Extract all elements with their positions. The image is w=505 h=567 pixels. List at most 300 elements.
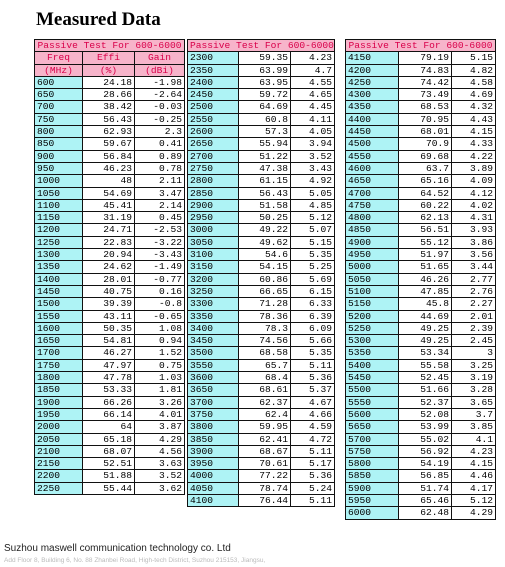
gain-cell: 5.15 bbox=[291, 236, 335, 248]
freq-cell: 4400 bbox=[346, 113, 399, 125]
efficiency-cell: 53.99 bbox=[399, 421, 452, 433]
freq-cell: 1350 bbox=[35, 261, 83, 273]
gain-cell: 2.27 bbox=[452, 298, 496, 310]
efficiency-cell: 74.56 bbox=[239, 335, 291, 347]
table-row bbox=[188, 101, 335, 113]
efficiency-cell: 24.18 bbox=[83, 76, 135, 88]
freq-cell: 2050 bbox=[35, 433, 83, 445]
gain-cell: 5.05 bbox=[291, 187, 335, 199]
table-row bbox=[346, 421, 496, 433]
freq-cell: 5350 bbox=[346, 347, 399, 359]
table-row bbox=[188, 335, 335, 347]
efficiency-cell: 52.51 bbox=[83, 458, 135, 470]
table-row bbox=[188, 187, 335, 199]
gain-cell: 3.86 bbox=[452, 236, 496, 248]
freq-cell: 5800 bbox=[346, 458, 399, 470]
table-row bbox=[188, 482, 335, 494]
gain-cell: 5.37 bbox=[291, 384, 335, 396]
freq-cell: 5150 bbox=[346, 298, 399, 310]
table-row bbox=[346, 236, 496, 248]
gain-cell: 3.93 bbox=[452, 224, 496, 236]
freq-cell: 1150 bbox=[35, 212, 83, 224]
table-row bbox=[35, 372, 185, 384]
efficiency-cell: 56.51 bbox=[399, 224, 452, 236]
table-row bbox=[188, 421, 335, 433]
table-row bbox=[35, 458, 185, 470]
table-row bbox=[188, 113, 335, 125]
table-row bbox=[188, 372, 335, 384]
gain-cell: 6.39 bbox=[291, 310, 335, 322]
freq-cell: 2650 bbox=[188, 138, 239, 150]
table-row bbox=[188, 470, 335, 482]
gain-cell: 1.52 bbox=[135, 347, 185, 359]
efficiency-cell: 22.83 bbox=[83, 236, 135, 248]
freq-cell: 3400 bbox=[188, 322, 239, 334]
efficiency-cell: 55.94 bbox=[239, 138, 291, 150]
efficiency-cell: 74.42 bbox=[399, 76, 452, 88]
freq-cell: 4450 bbox=[346, 126, 399, 138]
efficiency-cell: 78.3 bbox=[239, 322, 291, 334]
freq-cell: 1100 bbox=[35, 199, 83, 211]
efficiency-cell: 60.86 bbox=[239, 273, 291, 285]
gain-cell: -1.49 bbox=[135, 261, 185, 273]
table-row bbox=[346, 261, 496, 273]
gain-cell: 4.46 bbox=[452, 470, 496, 482]
column-header: (%) bbox=[83, 64, 135, 76]
freq-cell: 2000 bbox=[35, 421, 83, 433]
gain-cell: 2.77 bbox=[452, 273, 496, 285]
efficiency-cell: 51.22 bbox=[239, 150, 291, 162]
freq-cell: 4500 bbox=[346, 138, 399, 150]
table-row bbox=[188, 261, 335, 273]
efficiency-cell: 62.13 bbox=[399, 212, 452, 224]
gain-cell: 4.45 bbox=[291, 101, 335, 113]
gain-cell: 4.32 bbox=[452, 101, 496, 113]
table-row bbox=[35, 482, 185, 494]
freq-cell: 1250 bbox=[35, 236, 83, 248]
table-row bbox=[346, 396, 496, 408]
table-row bbox=[35, 224, 185, 236]
gain-cell: 5.36 bbox=[291, 470, 335, 482]
freq-cell: 3950 bbox=[188, 458, 239, 470]
table-row bbox=[35, 322, 185, 334]
gain-cell: -0.25 bbox=[135, 113, 185, 125]
efficiency-cell: 51.88 bbox=[83, 470, 135, 482]
efficiency-cell: 78.36 bbox=[239, 310, 291, 322]
freq-cell: 5700 bbox=[346, 433, 399, 445]
table-row bbox=[346, 138, 496, 150]
table-row bbox=[35, 162, 185, 174]
table-row bbox=[188, 408, 335, 420]
gain-cell: 4.55 bbox=[291, 76, 335, 88]
efficiency-cell: 49.22 bbox=[239, 224, 291, 236]
table-row bbox=[346, 199, 496, 211]
freq-cell: 850 bbox=[35, 138, 83, 150]
efficiency-cell: 55.12 bbox=[399, 236, 452, 248]
freq-cell: 4150 bbox=[346, 52, 399, 64]
page-title: Measured Data bbox=[36, 9, 161, 30]
table-header: Passive Test For 600-6000 bbox=[35, 40, 185, 52]
freq-cell: 4100 bbox=[188, 494, 239, 506]
efficiency-cell: 53.34 bbox=[399, 347, 452, 359]
table-row bbox=[188, 433, 335, 445]
table-row bbox=[346, 445, 496, 457]
table-row bbox=[35, 273, 185, 285]
gain-cell: 4.05 bbox=[291, 126, 335, 138]
gain-cell: -3.43 bbox=[135, 249, 185, 261]
table-row bbox=[346, 298, 496, 310]
freq-cell: 5450 bbox=[346, 372, 399, 384]
freq-cell: 3600 bbox=[188, 372, 239, 384]
gain-cell: 5.12 bbox=[452, 494, 496, 506]
gain-cell: 4.43 bbox=[452, 113, 496, 125]
efficiency-cell: 63.95 bbox=[239, 76, 291, 88]
freq-cell: 1500 bbox=[35, 298, 83, 310]
efficiency-cell: 52.08 bbox=[399, 408, 452, 420]
efficiency-cell: 45.8 bbox=[399, 298, 452, 310]
efficiency-cell: 47.85 bbox=[399, 285, 452, 297]
freq-cell: 2700 bbox=[188, 150, 239, 162]
table-row bbox=[188, 138, 335, 150]
table-row bbox=[35, 249, 185, 261]
freq-cell: 2300 bbox=[188, 52, 239, 64]
table-row bbox=[188, 52, 335, 64]
gain-cell: 5.24 bbox=[291, 482, 335, 494]
freq-cell: 1550 bbox=[35, 310, 83, 322]
efficiency-cell: 20.94 bbox=[83, 249, 135, 261]
table-row bbox=[346, 433, 496, 445]
gain-cell: 4.22 bbox=[452, 150, 496, 162]
gain-cell: 4.1 bbox=[452, 433, 496, 445]
table-row bbox=[35, 175, 185, 187]
table-row bbox=[35, 76, 185, 88]
freq-cell: 3000 bbox=[188, 224, 239, 236]
table-row bbox=[188, 359, 335, 371]
freq-cell: 1900 bbox=[35, 396, 83, 408]
freq-cell: 3800 bbox=[188, 421, 239, 433]
freq-cell: 2850 bbox=[188, 187, 239, 199]
gain-cell: 4.02 bbox=[452, 199, 496, 211]
freq-cell: 650 bbox=[35, 89, 83, 101]
table-header-row bbox=[35, 40, 185, 52]
freq-cell: 3150 bbox=[188, 261, 239, 273]
column-header: (dBi) bbox=[135, 64, 185, 76]
efficiency-cell: 70.9 bbox=[399, 138, 452, 150]
freq-cell: 600 bbox=[35, 76, 83, 88]
table-row bbox=[188, 494, 335, 506]
gain-cell: 2.39 bbox=[452, 322, 496, 334]
efficiency-cell: 64 bbox=[83, 421, 135, 433]
freq-cell: 4000 bbox=[188, 470, 239, 482]
gain-cell: 3.85 bbox=[452, 421, 496, 433]
freq-cell: 2350 bbox=[188, 64, 239, 76]
efficiency-cell: 56.92 bbox=[399, 445, 452, 457]
efficiency-cell: 56.85 bbox=[399, 470, 452, 482]
freq-cell: 1050 bbox=[35, 187, 83, 199]
table-row bbox=[35, 187, 185, 199]
table-row bbox=[346, 458, 496, 470]
efficiency-cell: 66.26 bbox=[83, 396, 135, 408]
table-row bbox=[188, 396, 335, 408]
efficiency-cell: 47.97 bbox=[83, 359, 135, 371]
efficiency-cell: 44.69 bbox=[399, 310, 452, 322]
gain-cell: 6.09 bbox=[291, 322, 335, 334]
efficiency-cell: 68.67 bbox=[239, 445, 291, 457]
company-address: Add Floor 8, Building 6, No. 88 Zhanbei Road, High-tech District, Suzhou 215153, Jiangsu, bbox=[4, 557, 266, 564]
table-row bbox=[35, 384, 185, 396]
table-row bbox=[35, 101, 185, 113]
efficiency-cell: 63.7 bbox=[399, 162, 452, 174]
efficiency-cell: 50.25 bbox=[239, 212, 291, 224]
gain-cell: 4.82 bbox=[452, 64, 496, 76]
column-header-row bbox=[35, 64, 185, 76]
gain-cell: 4.92 bbox=[291, 175, 335, 187]
freq-cell: 5500 bbox=[346, 384, 399, 396]
gain-cell: 2.11 bbox=[135, 175, 185, 187]
efficiency-cell: 52.37 bbox=[399, 396, 452, 408]
efficiency-cell: 68.53 bbox=[399, 101, 452, 113]
gain-cell: 4.15 bbox=[452, 458, 496, 470]
gain-cell: 4.23 bbox=[452, 445, 496, 457]
efficiency-cell: 76.44 bbox=[239, 494, 291, 506]
gain-cell: 5.11 bbox=[291, 445, 335, 457]
gain-cell: 3.44 bbox=[452, 261, 496, 273]
freq-cell: 5600 bbox=[346, 408, 399, 420]
freq-cell: 1800 bbox=[35, 372, 83, 384]
freq-cell: 2550 bbox=[188, 113, 239, 125]
efficiency-cell: 46.26 bbox=[399, 273, 452, 285]
efficiency-cell: 68.61 bbox=[239, 384, 291, 396]
efficiency-cell: 73.49 bbox=[399, 89, 452, 101]
freq-cell: 5050 bbox=[346, 273, 399, 285]
freq-cell: 3200 bbox=[188, 273, 239, 285]
table-row bbox=[346, 322, 496, 334]
table-header: Passive Test For 600-6000 bbox=[346, 40, 496, 52]
table-row bbox=[346, 482, 496, 494]
efficiency-cell: 78.74 bbox=[239, 482, 291, 494]
freq-cell: 2600 bbox=[188, 126, 239, 138]
table-row bbox=[188, 285, 335, 297]
gain-cell: 0.75 bbox=[135, 359, 185, 371]
efficiency-cell: 48 bbox=[83, 175, 135, 187]
table-row bbox=[35, 261, 185, 273]
freq-cell: 4250 bbox=[346, 76, 399, 88]
gain-cell: -2.64 bbox=[135, 89, 185, 101]
gain-cell: 3.52 bbox=[291, 150, 335, 162]
gain-cell: 2.01 bbox=[452, 310, 496, 322]
freq-cell: 4700 bbox=[346, 187, 399, 199]
efficiency-cell: 61.15 bbox=[239, 175, 291, 187]
freq-cell: 3350 bbox=[188, 310, 239, 322]
efficiency-cell: 50.35 bbox=[83, 322, 135, 334]
table-header-row bbox=[346, 40, 496, 52]
table-row bbox=[188, 126, 335, 138]
freq-cell: 4300 bbox=[346, 89, 399, 101]
freq-cell: 2750 bbox=[188, 162, 239, 174]
gain-cell: 3.89 bbox=[452, 162, 496, 174]
table-row bbox=[346, 507, 496, 519]
efficiency-cell: 54.69 bbox=[83, 187, 135, 199]
freq-cell: 4750 bbox=[346, 199, 399, 211]
table-row bbox=[188, 212, 335, 224]
gain-cell: 5.17 bbox=[291, 458, 335, 470]
freq-cell: 4200 bbox=[346, 64, 399, 76]
gain-cell: 2.45 bbox=[452, 335, 496, 347]
efficiency-cell: 64.69 bbox=[239, 101, 291, 113]
efficiency-cell: 24.62 bbox=[83, 261, 135, 273]
gain-cell: 1.08 bbox=[135, 322, 185, 334]
table-row bbox=[188, 224, 335, 236]
freq-cell: 1200 bbox=[35, 224, 83, 236]
gain-cell: 5.11 bbox=[291, 494, 335, 506]
freq-cell: 1400 bbox=[35, 273, 83, 285]
efficiency-cell: 71.28 bbox=[239, 298, 291, 310]
efficiency-cell: 54.6 bbox=[239, 249, 291, 261]
efficiency-cell: 54.15 bbox=[239, 261, 291, 273]
efficiency-cell: 65.16 bbox=[399, 175, 452, 187]
table-row bbox=[188, 249, 335, 261]
gain-cell: 3.43 bbox=[291, 162, 335, 174]
table-row bbox=[35, 199, 185, 211]
gain-cell: 4.12 bbox=[452, 187, 496, 199]
gain-cell: 4.85 bbox=[291, 199, 335, 211]
gain-cell: 0.45 bbox=[135, 212, 185, 224]
data-table-2300-4100 bbox=[187, 39, 335, 507]
gain-cell: 4.59 bbox=[291, 421, 335, 433]
table-row bbox=[35, 150, 185, 162]
gain-cell: -1.98 bbox=[135, 76, 185, 88]
efficiency-cell: 56.43 bbox=[83, 113, 135, 125]
column-header-row bbox=[35, 52, 185, 64]
freq-cell: 750 bbox=[35, 113, 83, 125]
table-row bbox=[188, 310, 335, 322]
efficiency-cell: 66.14 bbox=[83, 408, 135, 420]
table-row bbox=[35, 89, 185, 101]
efficiency-cell: 55.44 bbox=[83, 482, 135, 494]
gain-cell: 5.35 bbox=[291, 249, 335, 261]
efficiency-cell: 59.72 bbox=[239, 89, 291, 101]
freq-cell: 3100 bbox=[188, 249, 239, 261]
freq-cell: 4850 bbox=[346, 224, 399, 236]
freq-cell: 950 bbox=[35, 162, 83, 174]
freq-cell: 6000 bbox=[346, 507, 399, 519]
efficiency-cell: 43.11 bbox=[83, 310, 135, 322]
company-name: Suzhou maswell communication technology co. Ltd bbox=[4, 543, 231, 554]
table-row bbox=[346, 64, 496, 76]
efficiency-cell: 59.95 bbox=[239, 421, 291, 433]
gain-cell: 4.29 bbox=[135, 433, 185, 445]
efficiency-cell: 68.01 bbox=[399, 126, 452, 138]
freq-cell: 5650 bbox=[346, 421, 399, 433]
efficiency-cell: 63.99 bbox=[239, 64, 291, 76]
freq-cell: 4350 bbox=[346, 101, 399, 113]
freq-cell: 5000 bbox=[346, 261, 399, 273]
freq-cell: 2100 bbox=[35, 445, 83, 457]
freq-cell: 1000 bbox=[35, 175, 83, 187]
efficiency-cell: 79.19 bbox=[399, 52, 452, 64]
table-row bbox=[35, 421, 185, 433]
gain-cell: 4.33 bbox=[452, 138, 496, 150]
column-header: Effi bbox=[83, 52, 135, 64]
freq-cell: 2500 bbox=[188, 101, 239, 113]
efficiency-cell: 54.81 bbox=[83, 335, 135, 347]
table-row bbox=[346, 212, 496, 224]
table-row bbox=[346, 187, 496, 199]
freq-cell: 3300 bbox=[188, 298, 239, 310]
freq-cell: 3850 bbox=[188, 433, 239, 445]
table-row bbox=[346, 113, 496, 125]
table-row bbox=[346, 470, 496, 482]
freq-cell: 1650 bbox=[35, 335, 83, 347]
column-header: Freq bbox=[35, 52, 83, 64]
efficiency-cell: 49.25 bbox=[399, 322, 452, 334]
table-row bbox=[35, 138, 185, 150]
efficiency-cell: 62.4 bbox=[239, 408, 291, 420]
table-row bbox=[35, 126, 185, 138]
efficiency-cell: 68.4 bbox=[239, 372, 291, 384]
efficiency-cell: 62.48 bbox=[399, 507, 452, 519]
table-row bbox=[35, 113, 185, 125]
table-row bbox=[346, 408, 496, 420]
table-header-row bbox=[188, 40, 335, 52]
gain-cell: 3.26 bbox=[135, 396, 185, 408]
efficiency-cell: 31.19 bbox=[83, 212, 135, 224]
gain-cell: 2.3 bbox=[135, 126, 185, 138]
efficiency-cell: 52.45 bbox=[399, 372, 452, 384]
table-row bbox=[346, 359, 496, 371]
table-row bbox=[346, 494, 496, 506]
gain-cell: 4.31 bbox=[452, 212, 496, 224]
table-row bbox=[35, 310, 185, 322]
efficiency-cell: 62.41 bbox=[239, 433, 291, 445]
gain-cell: 3.19 bbox=[452, 372, 496, 384]
efficiency-cell: 46.23 bbox=[83, 162, 135, 174]
freq-cell: 3750 bbox=[188, 408, 239, 420]
gain-cell: 5.69 bbox=[291, 273, 335, 285]
freq-cell: 1300 bbox=[35, 249, 83, 261]
gain-cell: 5.11 bbox=[291, 359, 335, 371]
freq-cell: 900 bbox=[35, 150, 83, 162]
freq-cell: 2400 bbox=[188, 76, 239, 88]
gain-cell: 0.78 bbox=[135, 162, 185, 174]
table-row bbox=[188, 347, 335, 359]
efficiency-cell: 51.97 bbox=[399, 249, 452, 261]
efficiency-cell: 62.93 bbox=[83, 126, 135, 138]
efficiency-cell: 49.62 bbox=[239, 236, 291, 248]
gain-cell: 3.25 bbox=[452, 359, 496, 371]
gain-cell: 2.14 bbox=[135, 199, 185, 211]
freq-cell: 5300 bbox=[346, 335, 399, 347]
table-row bbox=[346, 384, 496, 396]
gain-cell: 3.56 bbox=[452, 249, 496, 261]
freq-cell: 1600 bbox=[35, 322, 83, 334]
freq-cell: 3050 bbox=[188, 236, 239, 248]
efficiency-cell: 62.37 bbox=[239, 396, 291, 408]
freq-cell: 5100 bbox=[346, 285, 399, 297]
efficiency-cell: 65.18 bbox=[83, 433, 135, 445]
gain-cell: 4.29 bbox=[452, 507, 496, 519]
efficiency-cell: 66.65 bbox=[239, 285, 291, 297]
freq-cell: 700 bbox=[35, 101, 83, 113]
gain-cell: -0.65 bbox=[135, 310, 185, 322]
efficiency-cell: 45.41 bbox=[83, 199, 135, 211]
gain-cell: 1.03 bbox=[135, 372, 185, 384]
gain-cell: -0.77 bbox=[135, 273, 185, 285]
efficiency-cell: 39.39 bbox=[83, 298, 135, 310]
freq-cell: 5950 bbox=[346, 494, 399, 506]
freq-cell: 2150 bbox=[35, 458, 83, 470]
efficiency-cell: 51.65 bbox=[399, 261, 452, 273]
